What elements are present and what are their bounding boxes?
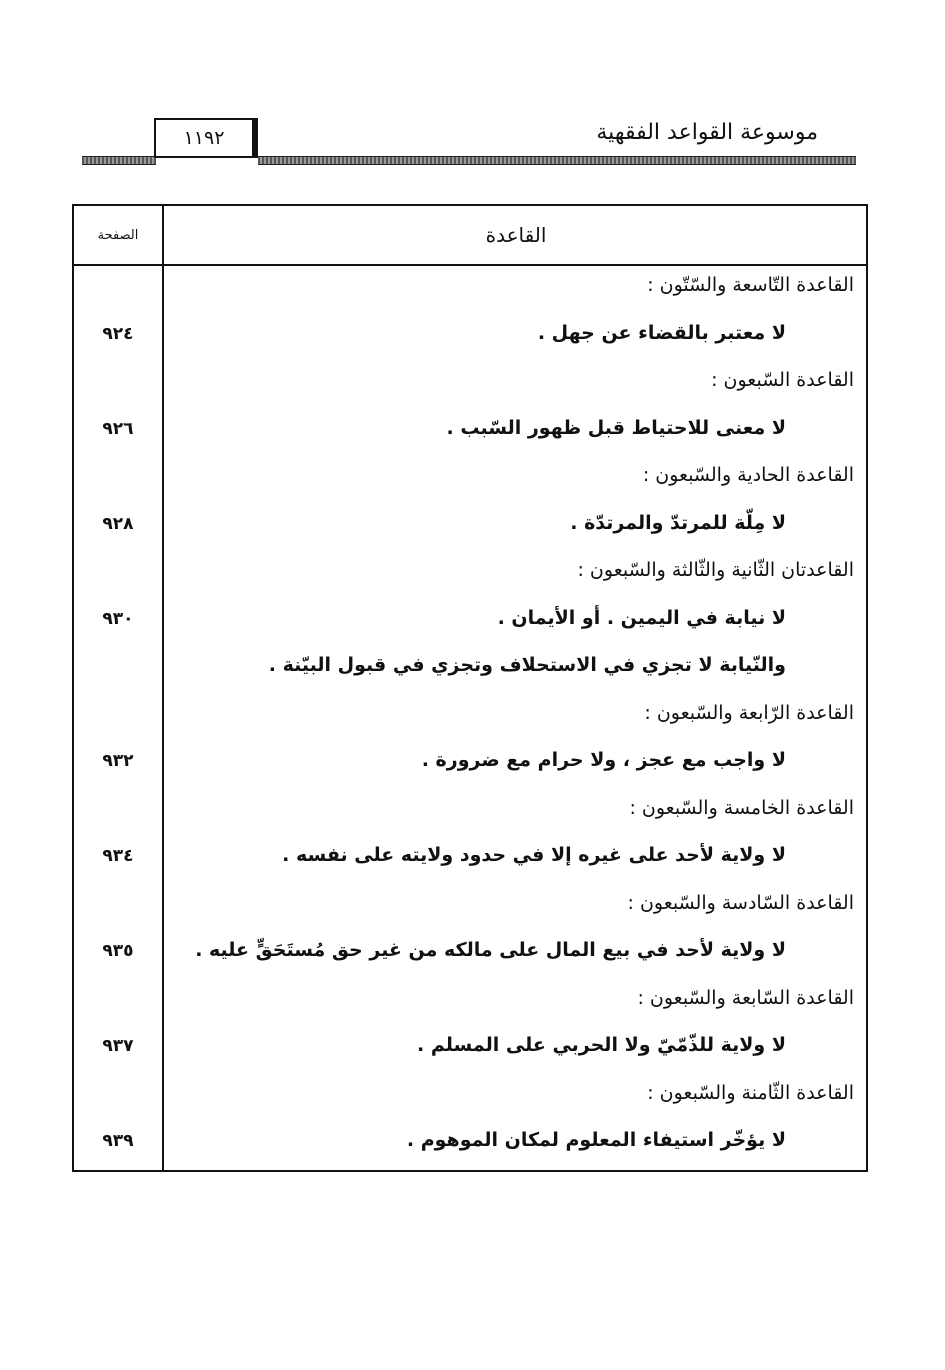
rule-heading: القاعدة السّابعة والسّبعون : bbox=[637, 986, 854, 1009]
rule-text: لا واجب مع عجز ، ولا حرام مع ضرورة . bbox=[421, 749, 786, 771]
table-row bbox=[74, 648, 866, 696]
table-row bbox=[74, 316, 866, 364]
rule-text: لا يؤخّر استيفاء المعلوم لمكان الموهوم . bbox=[406, 1129, 786, 1151]
rule-page-number: ٩٣٧ bbox=[102, 1036, 134, 1056]
table-row bbox=[74, 981, 866, 1029]
table-row bbox=[74, 363, 866, 411]
table-row bbox=[74, 458, 866, 506]
table-row bbox=[74, 506, 866, 554]
rule-page-number: ٩٣٢ bbox=[102, 751, 134, 771]
rule-text: لا ولاية لأحد على غيره إلا في حدود ولايته على نفسه . bbox=[282, 844, 786, 866]
page-number: ١١٩٢ bbox=[154, 118, 258, 158]
rule-text: لا مِلّة للمرتدّ والمرتدّة . bbox=[570, 511, 786, 534]
table-row bbox=[74, 411, 866, 459]
table-row bbox=[74, 553, 866, 601]
rule-heading: القاعدة السّادسة والسّبعون : bbox=[627, 891, 854, 914]
table-row bbox=[74, 601, 866, 649]
rule-page-number: ٩٢٤ bbox=[102, 323, 134, 344]
column-header-rule: القاعدة bbox=[485, 223, 547, 247]
contents-table bbox=[72, 204, 868, 1172]
rule-heading: القاعدة التّاسعة والسّتّون : bbox=[647, 274, 854, 296]
table-row bbox=[74, 791, 866, 839]
rule-heading: القاعدة الخامسة والسّبعون : bbox=[629, 796, 854, 819]
rule-heading: القاعدة السّبعون : bbox=[711, 369, 854, 391]
table-row bbox=[74, 1028, 866, 1076]
table-row bbox=[74, 696, 866, 744]
rule-text: لا معتبر بالقضاء عن جهل . bbox=[537, 321, 786, 344]
page-header bbox=[82, 112, 856, 164]
table-row bbox=[74, 933, 866, 981]
rule-page-number: ٩٢٦ bbox=[102, 418, 134, 439]
rule-heading: القاعدة الرّابعة والسّبعون : bbox=[644, 701, 854, 724]
rule-page-number: ٩٢٨ bbox=[102, 513, 134, 534]
rule-page-number: ٩٣٤ bbox=[102, 846, 134, 866]
rule-heading: القاعدة الحادية والسّبعون : bbox=[642, 464, 854, 486]
table-row bbox=[74, 1123, 866, 1171]
column-header-page: الصفحة bbox=[97, 227, 139, 243]
table-rows bbox=[74, 268, 866, 1171]
rule-heading: القاعدتان الثّانية والثّالثة والسّبعون : bbox=[577, 559, 854, 581]
rule-text: لا ولاية لأحد في بيع المال على مالكه من غير حق مُستَحَقٍّ عليه . bbox=[195, 939, 786, 961]
rule-text: لا ولاية للذّمّيّ ولا الحربي على المسلم . bbox=[417, 1034, 786, 1056]
table-row bbox=[74, 1076, 866, 1124]
rule-heading: القاعدة الثّامنة والسّبعون : bbox=[647, 1081, 854, 1104]
rule-page-number: ٩٣٥ bbox=[102, 941, 134, 961]
rule-text: لا نيابة في اليمين . أو الأيمان . bbox=[497, 606, 786, 629]
table-row bbox=[74, 743, 866, 791]
rule-page-number: ٩٣٠ bbox=[102, 608, 134, 629]
table-row bbox=[74, 886, 866, 934]
table-row bbox=[74, 838, 866, 886]
book-title: موسوعة القواعد الفقهية bbox=[596, 120, 818, 145]
rule-text: والنّيابة لا تجزي في الاستحلاف وتجزي في قبول البيّنة . bbox=[268, 654, 786, 676]
table-row bbox=[74, 268, 866, 316]
rule-text: لا معنى للاحتياط قبل ظهور السّبب . bbox=[446, 416, 786, 439]
rule-page-number: ٩٣٩ bbox=[102, 1131, 134, 1151]
